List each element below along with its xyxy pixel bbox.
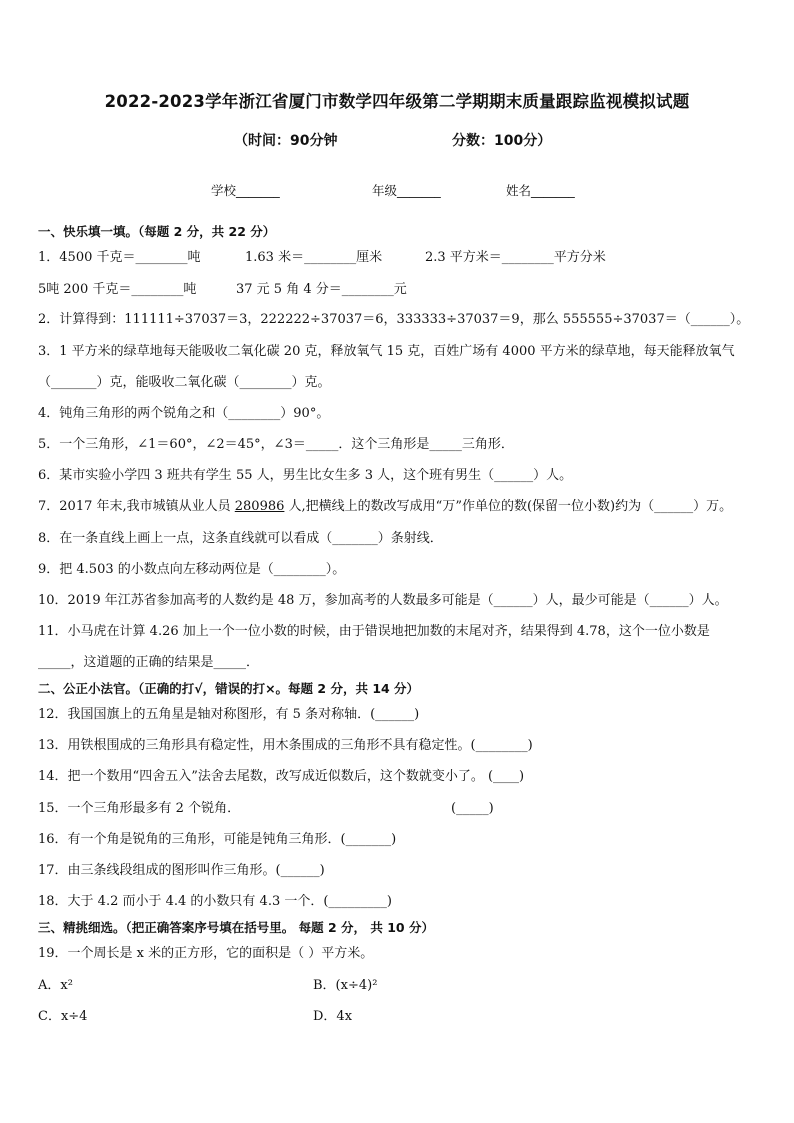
option-a: A．x² — [38, 978, 73, 993]
exam-title: 2022-2023学年浙江省厦门市数学四年级第二学期期末质量跟踪监视模拟试题 — [104, 92, 690, 111]
question-8: 8．在一条直线上画上一点，这条直线就可以看成（_______）条射线． — [38, 531, 443, 546]
question-4: 4．钝角三角形的两个锐角之和（________）90°。 — [38, 406, 330, 421]
grade-field: 年级_______ — [372, 183, 441, 198]
question-10: 10．2019 年江苏省参加高考的人数约是 48 万，参加高考的人数最多可能是（______）人，最少可能是（______）人。 — [38, 593, 728, 608]
score-label: 分数：100分） — [452, 133, 552, 149]
question-19: 19．一个周长是 x 米的正方形，它的面积是（ ）平方米。 — [38, 946, 374, 961]
question-2: 2．计算得到：111111÷37037＝3，222222÷37037＝6，333333÷37037＝9，那么 555555÷37037＝（______）。 — [38, 312, 750, 327]
option-b: B．(x÷4)² — [313, 978, 378, 993]
question-1d: 5吨 200 千克＝________吨 — [38, 282, 197, 297]
question-15-blank: (_____) — [451, 801, 494, 816]
question-7-post: 人,把横线上的数改写成用“万”作单位的数(保留一位小数)约为（______）万。 — [284, 499, 733, 514]
option-c: C．x÷4 — [38, 1009, 88, 1024]
question-7-number: 280986 — [234, 499, 285, 514]
question-3-line-1: 3．1 平方米的绿草地每天能吸收二氧化碳 20 克，释放氧气 15 克，百姓广场有 4000 平方米的绿草地，每天能释放氧气 — [38, 344, 735, 359]
section-2-heading: 二、公正小法官。（正确的打√，错误的打×。每题 2 分，共 14 分） — [38, 681, 420, 696]
question-18: 18．大于 4.2 而小于 4.4 的小数只有 4.3 一个．(_________) — [38, 894, 393, 909]
school-field: 学校_______ — [211, 183, 280, 198]
question-14: 14．把一个数用“四舍五入”法舍去尾数，改写成近似数后，这个数就变小了。 (____) — [38, 769, 525, 784]
question-11-line-1: 11．小马虎在计算 4.26 加上一个一位小数的时候，由于错误地把加数的末尾对齐，结果得到 4.78，这个一位小数是 — [38, 624, 710, 639]
question-9: 9．把 4.503 的小数点向左移动两位是（________）。 — [38, 562, 346, 577]
question-6: 6．某市实验小学四 3 班共有学生 55 人，男生比女生多 3 人，这个班有男生（______）人。 — [38, 468, 573, 483]
question-1c: 2.3 平方米＝________平方分米 — [425, 250, 606, 265]
question-1e: 37 元 5 角 4 分＝________元 — [236, 282, 407, 297]
time-label: （时间：90分钟 — [234, 133, 338, 149]
question-1b: 1.63 米＝________厘米 — [245, 250, 383, 265]
question-11-line-2: _____，这道题的正确的结果是_____． — [38, 655, 260, 670]
option-d: D．4x — [313, 1009, 353, 1024]
question-16: 16．有一个角是锐角的三角形，可能是钝角三角形．(_______) — [38, 832, 397, 847]
question-17: 17．由三条线段组成的图形叫作三角形。(______) — [38, 863, 325, 878]
question-15-text: 15．一个三角形最多有 2 个锐角． — [38, 801, 241, 816]
question-3-line-2: （_______）克，能吸收二氧化碳（________）克。 — [38, 375, 331, 390]
question-1a: 1．4500 千克＝________吨 — [38, 250, 201, 265]
section-1-heading: 一、快乐填一填。（每题 2 分，共 22 分） — [38, 224, 276, 239]
name-field: 姓名_______ — [506, 183, 575, 198]
question-7 — [38, 498, 768, 516]
question-12: 12．我国国旗上的五角星是轴对称图形，有 5 条对称轴．(______) — [38, 707, 420, 722]
section-3-heading: 三、精挑细选。（把正确答案序号填在括号里。 每题 2 分， 共 10 分） — [38, 920, 434, 935]
question-5: 5．一个三角形，∠1＝60°，∠2＝45°，∠3＝_____．这个三角形是_____三角形． — [38, 437, 514, 452]
question-7-pre: 7．2017 年末,我市城镇从业人员 — [38, 499, 235, 514]
question-13: 13．用铁根围成的三角形具有稳定性，用木条围成的三角形不具有稳定性。(________) — [38, 738, 533, 753]
